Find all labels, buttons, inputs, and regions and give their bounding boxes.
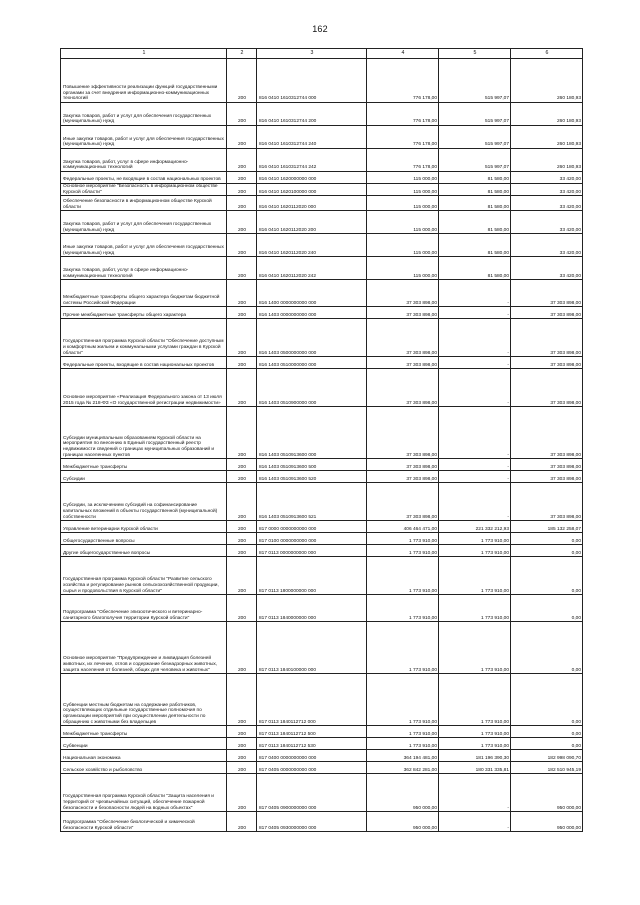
row-approved-cell: 37 303 898,00 [367,280,439,307]
row-approved-cell: 115 000,00 [367,184,439,196]
table-row [61,622,583,674]
table-row [61,369,583,407]
row-name-cell: Субсидии [61,471,227,483]
row-executed-cell: 1 773 910,00 [439,557,511,595]
row-executed-cell: 515 997,07 [439,149,511,172]
row-approved-cell: 37 303 898,00 [367,459,439,471]
row-classification-cell: 817 0113 1840112712 530 [257,738,367,750]
row-name-cell: Закупка товаров, работ и услуг для обеспечения государственных (муниципальных) нужд [61,211,227,234]
row-executed-cell: 1 773 910,00 [439,738,511,750]
row-executed-cell: 81 580,00 [439,211,511,234]
row-remaining-cell: 950 000,00 [511,774,583,812]
row-remaining-cell: 37 303 898,00 [511,319,583,357]
row-executed-cell: 515 997,07 [439,103,511,126]
row-name-cell: Иные закупки товаров, работ и услуг для обеспечения государственных (муниципальных) нужд [61,126,227,149]
row-executed-cell: 515 997,07 [439,126,511,149]
table-row [61,557,583,595]
table-row [61,483,583,521]
row-executed-cell: 81 580,00 [439,196,511,211]
row-approved-cell: 115 000,00 [367,211,439,234]
row-approved-cell: 115 000,00 [367,234,439,257]
row-classification-cell: 816 0410 1610312744 200 [257,103,367,126]
row-approved-cell: 37 303 898,00 [367,357,439,369]
table-row [61,103,583,126]
row-remaining-cell: 37 303 898,00 [511,459,583,471]
row-name-cell: Прочие межбюджетные трансферты общего характера [61,307,227,319]
column-header-6: 6 [511,49,583,59]
row-remaining-cell: 0,00 [511,738,583,750]
row-remaining-cell: 33 420,00 [511,184,583,196]
row-remaining-cell: 185 132 258,07 [511,521,583,533]
row-classification-cell: 816 1403 0510913600 000 [257,407,367,459]
row-name-cell: Общегосударственные вопросы [61,533,227,545]
row-executed-cell: 1 773 910,00 [439,674,511,726]
table-row [61,319,583,357]
row-classification-cell: 816 0410 1620100000 000 [257,184,367,196]
row-name-cell: Управление ветеринарии Курской области [61,521,227,533]
row-approved-cell: 1 773 910,00 [367,726,439,738]
row-approved-cell: 950 000,00 [367,812,439,832]
row-name-cell: Федеральные проекты, не входящие в состав национальных проектов [61,172,227,184]
row-name-cell: Государственная программа Курской области "Защита населения и территорий от чрезвычайных ситуаций, обеспечение пожарной безопасности и безопасности людей на водных объектах" [61,774,227,812]
column-header-3: 3 [257,49,367,59]
row-classification-cell: 817 0113 1840100000 000 [257,622,367,674]
row-executed-cell: 1 773 910,00 [439,622,511,674]
row-name-cell: Подпрограмма "Обеспечение эпизоотического и ветеринарно-санитарного благополучия территории Курской области" [61,595,227,622]
row-executed-cell: 221 332 212,93 [439,521,511,533]
row-classification-cell: 817 0113 1840000000 000 [257,595,367,622]
row-approved-cell: 1 773 910,00 [367,557,439,595]
row-remaining-cell: 37 303 898,00 [511,369,583,407]
table-row [61,196,583,211]
row-executed-cell: - [439,319,511,357]
row-approved-cell: 776 178,00 [367,59,439,103]
row-name-cell: Межбюджетные трансферты [61,459,227,471]
table-row [61,149,583,172]
row-classification-cell: 816 0410 1620112020 200 [257,211,367,234]
row-approved-cell: 1 773 910,00 [367,545,439,557]
row-name-cell: Закупка товаров, работ, услуг в сфере информационно-коммуникационных технологий [61,257,227,280]
row-code-cell: 200 [227,674,257,726]
row-approved-cell: 776 178,00 [367,126,439,149]
row-executed-cell: - [439,369,511,407]
row-executed-cell: 81 580,00 [439,184,511,196]
row-classification-cell: 816 1403 0510000000 000 [257,357,367,369]
table-row [61,211,583,234]
table-row [61,257,583,280]
row-code-cell: 200 [227,545,257,557]
column-header-5: 5 [439,49,511,59]
row-approved-cell: 37 303 898,00 [367,483,439,521]
row-code-cell: 200 [227,533,257,545]
row-code-cell: 200 [227,595,257,622]
row-code-cell: 200 [227,369,257,407]
row-name-cell: Основное мероприятие «Реализация Федерального закона от 13 июля 2015 года № 218-ФЗ «О государственной регистрации недвижимости» [61,369,227,407]
row-approved-cell: 37 303 898,00 [367,319,439,357]
row-classification-cell: 816 0410 1620112020 000 [257,196,367,211]
row-executed-cell: - [439,459,511,471]
row-name-cell: Субсидии, за исключением субсидий на софинансирование капитальных вложений в объекты государственной (муниципальной) собственности [61,483,227,521]
row-approved-cell: 37 303 898,00 [367,407,439,459]
row-classification-cell: 816 1403 0510913600 500 [257,459,367,471]
row-approved-cell: 776 178,00 [367,149,439,172]
row-remaining-cell: 37 303 898,00 [511,407,583,459]
row-code-cell: 200 [227,280,257,307]
column-header-1: 1 [61,49,227,59]
row-classification-cell: 816 1403 0510913600 521 [257,483,367,521]
row-code-cell: 200 [227,762,257,774]
table-row [61,126,583,149]
row-name-cell: Другие общегосударственные вопросы [61,545,227,557]
row-approved-cell: 364 194 481,00 [367,750,439,762]
row-name-cell: Основное мероприятие "Предупреждение и ликвидация болезней животных, их лечение, отлов и содержание безнадзорных животных, защита населения от болезней, общих для человека и животных" [61,622,227,674]
row-code-cell: 200 [227,738,257,750]
row-approved-cell: 1 773 910,00 [367,533,439,545]
table-header-row [61,49,583,59]
row-code-cell: 200 [227,307,257,319]
row-remaining-cell: 33 420,00 [511,257,583,280]
row-remaining-cell: 37 303 898,00 [511,357,583,369]
row-classification-cell: 817 0400 0000000000 000 [257,750,367,762]
row-remaining-cell: 33 420,00 [511,211,583,234]
row-remaining-cell: 37 303 898,00 [511,483,583,521]
row-executed-cell: - [439,280,511,307]
row-classification-cell: 817 0405 0000000000 000 [257,762,367,774]
row-name-cell: Закупка товаров, работ и услуг для обеспечения государственных (муниципальных) нужд [61,103,227,126]
row-name-cell: Федеральные проекты, входящие в состав национальных проектов [61,357,227,369]
row-name-cell: Субвенции [61,738,227,750]
table-row [61,234,583,257]
row-approved-cell: 776 178,00 [367,103,439,126]
table-row [61,774,583,812]
row-executed-cell: 1 773 910,00 [439,533,511,545]
budget-execution-table [60,48,583,832]
row-approved-cell: 115 000,00 [367,172,439,184]
table-row [61,59,583,103]
row-name-cell: Повышение эффективности реализации функций государственными органами за счет внедрения информационно-коммуникационных технологий [61,59,227,103]
row-name-cell: Межбюджетные трансферты [61,726,227,738]
row-name-cell: Субвенции местным бюджетам на содержание работников, осуществляющих отдельные государственные полномочия по организации мероприятий при осуществлении деятельности по обращению с животными без владельцев [61,674,227,726]
table-row [61,184,583,196]
row-name-cell: Иные закупки товаров, работ и услуг для обеспечения государственных (муниципальных) нужд [61,234,227,257]
row-classification-cell: 817 0113 1840112712 000 [257,674,367,726]
row-classification-cell: 817 0000 0000000000 000 [257,521,367,533]
row-code-cell: 200 [227,59,257,103]
table-row [61,762,583,774]
row-code-cell: 200 [227,184,257,196]
row-name-cell: Национальная экономика [61,750,227,762]
row-classification-cell: 816 1403 0510913600 520 [257,471,367,483]
row-executed-cell: 81 580,00 [439,172,511,184]
row-code-cell: 200 [227,257,257,280]
row-executed-cell: 515 997,07 [439,59,511,103]
row-executed-cell: 1 773 910,00 [439,545,511,557]
row-approved-cell: 37 303 898,00 [367,369,439,407]
row-remaining-cell: 260 180,93 [511,126,583,149]
row-executed-cell: - [439,307,511,319]
row-code-cell: 200 [227,103,257,126]
row-approved-cell: 362 842 281,00 [367,762,439,774]
row-executed-cell: 180 331 335,81 [439,762,511,774]
row-name-cell: Субсидии муниципальным образованиям Курской области на мероприятия по внесению в Единый государственный реестр недвижимости сведений о границах муниципальных образований и границах населенных пунктов [61,407,227,459]
row-remaining-cell: 37 303 898,00 [511,471,583,483]
row-classification-cell: 816 1403 0000000000 000 [257,307,367,319]
row-executed-cell: - [439,483,511,521]
row-code-cell: 200 [227,234,257,257]
row-classification-cell: 816 1403 0510900000 000 [257,369,367,407]
row-classification-cell: 816 1403 0500000000 000 [257,319,367,357]
table-row [61,280,583,307]
table-row [61,812,583,832]
row-approved-cell: 115 000,00 [367,257,439,280]
row-classification-cell: 817 0405 0930000000 000 [257,812,367,832]
table-row [61,407,583,459]
row-code-cell: 200 [227,149,257,172]
row-code-cell: 200 [227,196,257,211]
row-code-cell: 200 [227,407,257,459]
row-remaining-cell: 33 420,00 [511,172,583,184]
row-code-cell: 200 [227,557,257,595]
row-remaining-cell: 37 303 898,00 [511,280,583,307]
row-remaining-cell: 0,00 [511,622,583,674]
row-executed-cell: 81 580,00 [439,234,511,257]
column-header-2: 2 [227,49,257,59]
table-row [61,471,583,483]
row-executed-cell: 181 196 390,30 [439,750,511,762]
row-remaining-cell: 182 998 090,70 [511,750,583,762]
row-code-cell: 200 [227,126,257,149]
row-remaining-cell: 182 510 945,19 [511,762,583,774]
table-row [61,521,583,533]
row-remaining-cell: 37 303 898,00 [511,307,583,319]
row-executed-cell: 81 580,00 [439,257,511,280]
row-remaining-cell: 0,00 [511,674,583,726]
table-row [61,738,583,750]
row-approved-cell: 37 303 898,00 [367,307,439,319]
row-code-cell: 200 [227,357,257,369]
table-row [61,674,583,726]
row-classification-cell: 817 0113 0000000000 000 [257,545,367,557]
row-classification-cell: 817 0113 1800000000 000 [257,557,367,595]
row-name-cell: Межбюджетные трансферты общего характера бюджетам бюджетной системы Российской Федерации [61,280,227,307]
row-name-cell: Обеспечение безопасности в информационном обществе Курской области [61,196,227,211]
row-code-cell: 200 [227,750,257,762]
table-body [61,49,583,832]
row-classification-cell: 816 1400 0000000000 000 [257,280,367,307]
row-remaining-cell: 33 420,00 [511,196,583,211]
row-remaining-cell: 950 000,00 [511,812,583,832]
table-row [61,595,583,622]
row-remaining-cell: 0,00 [511,557,583,595]
row-executed-cell: - [439,357,511,369]
row-code-cell: 200 [227,622,257,674]
row-executed-cell: 1 773 910,00 [439,595,511,622]
row-approved-cell: 1 773 910,00 [367,674,439,726]
row-code-cell: 200 [227,774,257,812]
table-row [61,172,583,184]
row-code-cell: 200 [227,459,257,471]
row-approved-cell: 1 773 910,00 [367,595,439,622]
row-classification-cell: 816 0410 1620000000 000 [257,172,367,184]
page-number: 162 [312,24,328,34]
row-code-cell: 200 [227,812,257,832]
row-classification-cell: 816 0410 1610312744 000 [257,59,367,103]
row-classification-cell: 816 0410 1610312744 240 [257,126,367,149]
row-code-cell: 200 [227,483,257,521]
row-name-cell: Подпрограмма "Обеспечение биологической и химической безопасности Курской области" [61,812,227,832]
row-executed-cell: 1 773 910,00 [439,726,511,738]
row-remaining-cell: 0,00 [511,726,583,738]
row-classification-cell: 816 0410 1620112020 242 [257,257,367,280]
row-classification-cell: 816 0410 1620112020 240 [257,234,367,257]
row-code-cell: 200 [227,319,257,357]
row-classification-cell: 816 0410 1610312744 242 [257,149,367,172]
row-code-cell: 200 [227,172,257,184]
row-code-cell: 200 [227,521,257,533]
row-approved-cell: 406 464 471,00 [367,521,439,533]
row-name-cell: Основное мероприятие "Безопасность в информационном обществе Курской области" [61,184,227,196]
row-remaining-cell: 260 180,93 [511,149,583,172]
row-approved-cell: 115 000,00 [367,196,439,211]
table-row [61,357,583,369]
table-row [61,459,583,471]
row-remaining-cell: 33 420,00 [511,234,583,257]
table-row [61,750,583,762]
table-row [61,545,583,557]
column-header-4: 4 [367,49,439,59]
row-executed-cell: - [439,812,511,832]
row-name-cell: Государственная программа Курской области "Развитие сельского хозяйства и регулирование рынков сельскохозяйственной продукции, сырья и продовольствия в Курской области" [61,557,227,595]
row-classification-cell: 817 0405 0900000000 000 [257,774,367,812]
row-code-cell: 200 [227,726,257,738]
table-row [61,307,583,319]
row-executed-cell: - [439,471,511,483]
row-approved-cell: 950 000,00 [367,774,439,812]
row-name-cell: Сельское хозяйство и рыболовство [61,762,227,774]
row-remaining-cell: 0,00 [511,533,583,545]
row-code-cell: 200 [227,211,257,234]
row-executed-cell: - [439,407,511,459]
row-approved-cell: 1 773 910,00 [367,738,439,750]
row-classification-cell: 817 0113 1840112712 500 [257,726,367,738]
row-name-cell: Закупка товаров, работ, услуг в сфере информационно-коммуникационных технологий [61,149,227,172]
row-remaining-cell: 0,00 [511,545,583,557]
row-code-cell: 200 [227,471,257,483]
row-remaining-cell: 260 180,93 [511,103,583,126]
row-approved-cell: 1 773 910,00 [367,622,439,674]
row-classification-cell: 817 0100 0000000000 000 [257,533,367,545]
row-name-cell: Государственная программа Курской области "Обеспечение доступным и комфортным жильем и коммунальными услугами граждан в Курской области" [61,319,227,357]
table-row [61,726,583,738]
row-remaining-cell: 0,00 [511,595,583,622]
row-executed-cell: - [439,774,511,812]
row-remaining-cell: 260 180,93 [511,59,583,103]
row-approved-cell: 37 303 898,00 [367,471,439,483]
table-row [61,533,583,545]
